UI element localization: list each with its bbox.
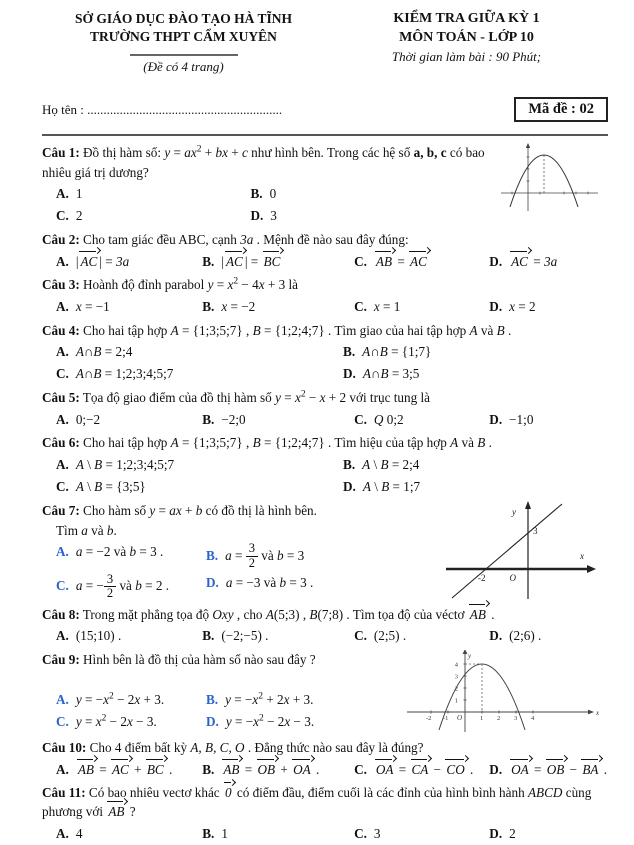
option-text: A∩B = 3;5 [362, 366, 420, 382]
option-label: D. [343, 479, 356, 495]
option-b [206, 541, 440, 571]
option-label: A. [56, 691, 69, 707]
option-text: A∩B = {1;7} [362, 344, 432, 360]
option-c [56, 205, 250, 227]
option-b [202, 295, 354, 317]
option-label: B. [202, 761, 215, 777]
option-text: AB = AC + BC . [76, 762, 173, 777]
y-axis-arrow [526, 143, 530, 148]
x-intercept-label: -2 [478, 572, 486, 583]
question-number: Câu 11: [42, 785, 86, 801]
option-label: C. [354, 826, 367, 841]
x-label: x [580, 550, 584, 561]
option-label: A. [56, 411, 69, 427]
parabola-graph-small [498, 143, 602, 213]
option-text: (15;10) . [75, 628, 122, 644]
option-label: D. [206, 574, 219, 590]
option-a [56, 341, 343, 363]
option-label: A. [56, 628, 69, 644]
exam-code-badge: Mã đề : 02 [514, 97, 608, 122]
options-grid [42, 408, 608, 430]
option-label: B. [202, 826, 215, 841]
y-axis-arrow [463, 650, 468, 654]
x-axis-arrow [588, 710, 594, 715]
y-axis-arrow [525, 501, 531, 509]
y-label: y [512, 506, 516, 517]
option-label: D. [489, 826, 503, 841]
option-text: a = −2 và b = 3 . [75, 544, 164, 560]
option-b [343, 453, 608, 475]
option-label: C. [56, 578, 69, 594]
option-text: x = 2 [509, 298, 536, 314]
vector-notation: OA [509, 760, 531, 779]
option-text: Q 0;2 [373, 411, 404, 427]
question-stem: Câu 8: Trong mặt phẳng tọa độ Oxy , cho A(5;3) , B(7;8) . Tìm tọa độ của véctơ AB . [42, 605, 608, 624]
x-tick-4: 4 [531, 714, 535, 722]
y-label: y [468, 651, 472, 660]
option-c [354, 625, 489, 647]
option-text: 0 [269, 186, 277, 202]
option-label: A. [56, 186, 69, 202]
duration-note: Thời gian làm bài : 90 Phút; [391, 48, 542, 64]
option-label: A. [56, 253, 69, 269]
option-text: 2 [75, 208, 83, 224]
option-label: A. [56, 344, 69, 360]
option-c [56, 363, 343, 385]
options-grid [42, 295, 608, 317]
option-a [56, 295, 202, 317]
header-divider [130, 54, 238, 56]
options-grid [42, 758, 608, 780]
options-grid [42, 625, 608, 647]
options-grid [42, 453, 608, 497]
option-label: C. [56, 366, 69, 382]
option-c [354, 823, 489, 845]
x-tick-neg1: -1 [443, 714, 449, 722]
option-label: B. [250, 186, 263, 202]
option-label: B. [202, 298, 215, 314]
option-a [56, 541, 206, 571]
question-number: Câu 5: [42, 389, 80, 405]
option-text: x = −2 [221, 298, 256, 314]
vector-notation: AC [78, 252, 99, 271]
option-d [250, 205, 498, 227]
option-text: $y = x^2 - 2x - 3$. [75, 713, 157, 729]
option-text: $y = -x^2 - 2x + 3$. [75, 691, 165, 707]
question-number: Câu 6: [42, 435, 80, 451]
question [42, 783, 608, 844]
question-stem: Câu 10: Cho 4 điểm bất kỳ A, B, C, O . Đẳng thức nào sau đây là đúng? [42, 739, 424, 755]
header-right [325, 10, 608, 75]
option-b [202, 823, 354, 845]
department-name: SỞ GIÁO DỤC ĐÀO TẠO HÀ TĨNH [74, 11, 293, 26]
option-c [56, 476, 343, 498]
function-line [452, 504, 562, 598]
option-text: a = −3 và b = 3 . [225, 574, 314, 590]
vector-notation: AB [76, 760, 96, 779]
option-text: $y = -x^2 + 2x + 3$. [225, 691, 314, 707]
vector-notation: CO [444, 760, 466, 779]
y-tick-3: 3 [454, 673, 458, 681]
option-d [489, 625, 608, 647]
option-text: x = −1 [75, 298, 110, 314]
question-stem: Câu 9: Hình bên là đồ thị của hàm số nào sau đây ? [42, 651, 316, 667]
option-label: C. [354, 253, 367, 269]
option-label: C. [56, 479, 69, 495]
option-text: AC = 3a [509, 254, 557, 269]
option-d [206, 571, 440, 601]
option-a [56, 453, 343, 475]
vector-notation: BA [580, 760, 600, 779]
pages-note: (Đề có 4 trang) [143, 59, 224, 75]
option-d [206, 710, 403, 732]
option-label: D. [343, 366, 356, 382]
option-c [56, 571, 206, 601]
question-stem: Câu 2: Cho tam giác đều ABC, cạnh 3a . Mệnh đề nào sau đây đúng: [42, 232, 409, 247]
option-d [489, 408, 608, 430]
vector-notation: OB [256, 760, 278, 779]
exam-subject: MÔN TOÁN - LỚP 10 [399, 29, 534, 45]
fraction: $\frac{3}{2}$ [104, 573, 116, 600]
fraction: $\frac{3}{2}$ [246, 542, 258, 569]
exam-title: KIỂM TRA GIỮA KỲ 1 [393, 11, 540, 26]
vector-notation: AC [224, 252, 245, 271]
question-stem: Câu 6: Cho hai tập hợp A = {1;3;5;7} , B = {1;2;4;7} . Tìm hiệu của tập hợp A và B . [42, 435, 492, 451]
y-tick-2: 2 [454, 685, 458, 693]
option-label: B. [206, 547, 219, 563]
question-number: Câu 1: [42, 145, 80, 161]
question [42, 738, 608, 780]
option-a [56, 250, 202, 272]
option-d [343, 476, 608, 498]
option-text: A∩B = 2;4 [75, 344, 133, 360]
option-label: D. [206, 713, 219, 729]
option-text: A \ B = 1;7 [362, 479, 421, 495]
student-name-field: Họ tên : ............................................................ [42, 101, 283, 117]
y-tick-4: 4 [454, 661, 458, 669]
origin-label: O [509, 572, 516, 583]
question [42, 388, 608, 430]
y-tick-1: 1 [454, 697, 458, 705]
option-text: (2;6) . [509, 628, 542, 644]
option-text: 3 [270, 208, 277, 224]
option-d [489, 250, 608, 272]
options-grid [42, 541, 440, 602]
question-figure [440, 501, 608, 601]
question-stem: Câu 5: Tọa độ giao điểm của đồ thị hàm số $y = x^2 - x + 2$ với trục tung là [42, 389, 430, 405]
option-label: A. [56, 761, 69, 777]
option-text: A \ B = 2;4 [362, 456, 420, 472]
question-stem: Câu 4: Cho hai tập hợp A = {1;3;5;7} , B = {1;2;4;7} . Tìm giao của hai tập hợp A và B . [42, 322, 512, 338]
x-axis-arrow [587, 565, 596, 573]
option-text: 1 [221, 826, 228, 841]
option-d [343, 363, 608, 385]
vector-notation: OA [374, 760, 396, 779]
options-grid [42, 183, 498, 227]
question-figure [403, 650, 608, 735]
option-text: (2;5) . [373, 628, 407, 644]
option-label: D. [489, 761, 503, 777]
option-b [202, 758, 354, 780]
vector-notation: BC [262, 252, 283, 271]
question [42, 321, 608, 385]
option-label: C. [354, 411, 367, 427]
option-label: B. [343, 456, 356, 472]
option-label: B. [202, 628, 215, 644]
option-c [354, 295, 489, 317]
x-label: x [596, 708, 600, 717]
vector-notation: AC [110, 760, 131, 779]
question-figure [498, 143, 608, 213]
student-row [42, 97, 608, 122]
option-text: A∩B = 1;2;3;4;5;7 [75, 366, 174, 382]
option-text: AB = OB + OA . [221, 762, 319, 777]
option-text: | AC | = 3a [76, 254, 129, 269]
option-text: a = − $\frac{3}{2}$ và b = 2 . [75, 571, 170, 600]
question-number: Câu 4: [42, 322, 80, 338]
options-grid [42, 688, 403, 732]
option-a [56, 823, 202, 845]
option-label: D. [489, 628, 503, 644]
question [42, 605, 608, 647]
question-substem: Tìm a và b. [56, 522, 117, 538]
option-label: A. [56, 826, 69, 841]
option-text: a = $\frac{3}{2}$ và b = 3 [225, 541, 305, 570]
option-d [489, 823, 608, 845]
question-number: Câu 3: [42, 277, 80, 293]
vector-notation: BC [145, 760, 166, 779]
option-a [56, 688, 206, 710]
options-grid [42, 823, 608, 845]
option-text: A \ B = 1;2;3;4;5;7 [75, 456, 175, 472]
question [42, 275, 608, 317]
option-label: A. [56, 456, 69, 472]
option-b [202, 250, 354, 272]
header-left [42, 10, 325, 75]
question-stem: Câu 3: Hoành độ đỉnh parabol $y = x^2 - 4x + 3$ là [42, 276, 298, 293]
option-label: C. [56, 208, 69, 224]
question-number: Câu 8: [42, 606, 80, 622]
vector-notation: 0 [223, 783, 234, 802]
option-label: D. [489, 253, 503, 269]
vector-notation: OB [545, 760, 567, 779]
axis-ticks [512, 157, 588, 194]
option-label: C. [354, 761, 367, 777]
option-label: B. [206, 691, 219, 707]
question [42, 501, 608, 602]
y-intercept-label: 3 [533, 525, 538, 536]
option-text: OA = OB − BA . [509, 762, 607, 777]
option-label: B. [202, 411, 215, 427]
option-text: −2;0 [221, 411, 246, 427]
option-c [56, 710, 206, 732]
option-a [56, 408, 202, 430]
option-text: 4 [75, 826, 83, 841]
option-label: D. [489, 298, 503, 314]
option-label: C. [354, 298, 367, 314]
option-label: D. [250, 208, 264, 224]
question [42, 433, 608, 497]
option-d [489, 758, 608, 780]
option-text: −1;0 [509, 411, 534, 427]
question [42, 650, 608, 735]
option-b [202, 625, 354, 647]
option-label: A. [56, 544, 69, 560]
parabola-graph-large [403, 650, 603, 735]
option-text: | AC | = BC [221, 254, 282, 269]
vector-notation: AC [408, 252, 429, 271]
option-text: (−2;−5) . [221, 628, 269, 644]
section-divider [42, 134, 608, 136]
option-d [489, 295, 608, 317]
vector-notation: AC [509, 252, 530, 271]
option-c [354, 408, 489, 430]
question-number: Câu 9: [42, 651, 80, 667]
option-label: B. [202, 253, 215, 269]
exam-header [42, 10, 608, 75]
option-label: A. [56, 298, 69, 314]
vector-notation: AB [106, 802, 126, 821]
option-a [56, 758, 202, 780]
question-list [42, 143, 608, 844]
vector-notation: AB [221, 760, 241, 779]
vector-notation: CA [410, 760, 431, 779]
option-a [56, 625, 202, 647]
question-number: Câu 10: [42, 739, 87, 755]
option-b [206, 688, 403, 710]
origin-label: O [457, 713, 463, 722]
option-text: $y = -x^2 - 2x - 3$. [225, 713, 315, 729]
option-b [343, 341, 608, 363]
options-grid [42, 250, 608, 272]
vector-notation: OA [291, 760, 313, 779]
line-graph [440, 501, 600, 601]
option-a [56, 183, 250, 205]
x-tick-3: 3 [514, 714, 518, 722]
question-stem: Câu 1: Đồ thị hàm số: $y = ax^2$ + bx + c như hình bên. Trong các hệ số a, b, c có bao nhiêu giá trị dương? [42, 145, 485, 180]
option-text: 3 [373, 826, 381, 841]
option-label: D. [489, 411, 503, 427]
question-number: Câu 2: [42, 232, 80, 247]
option-c [354, 250, 489, 272]
vector-notation: AB [468, 605, 488, 624]
question [42, 230, 608, 272]
option-c [354, 758, 489, 780]
option-b [202, 408, 354, 430]
options-grid [42, 341, 608, 385]
option-b [250, 183, 498, 205]
x-tick-1: 1 [480, 714, 484, 722]
option-text: OA = CA − CO . [374, 762, 473, 777]
option-text: 0;−2 [75, 411, 101, 427]
option-label: B. [343, 344, 356, 360]
option-label: C. [56, 713, 69, 729]
question-number: Câu 7: [42, 502, 80, 518]
option-text: AB = AC [374, 254, 429, 269]
vector-notation: AB [374, 252, 394, 271]
question [42, 143, 608, 227]
question-stem: Câu 11: Có bao nhiêu vectơ khác 0 có điểm đầu, điểm cuối là các đỉnh của hình bình hành ABCD cùng phương với AB ? [42, 783, 608, 821]
option-text: x = 1 [373, 298, 401, 314]
school-name: TRƯỜNG THPT CẨM XUYÊN [90, 29, 277, 45]
option-text: A \ B = {3;5} [75, 479, 146, 495]
option-label: C. [354, 628, 367, 644]
option-text: 1 [75, 186, 83, 202]
x-tick-neg2: -2 [426, 714, 432, 722]
x-tick-2: 2 [497, 714, 501, 722]
question-stem: Câu 7: Cho hàm số y = ax + b có đồ thị là hình bên. [42, 502, 317, 518]
option-text: 2 [509, 826, 516, 841]
